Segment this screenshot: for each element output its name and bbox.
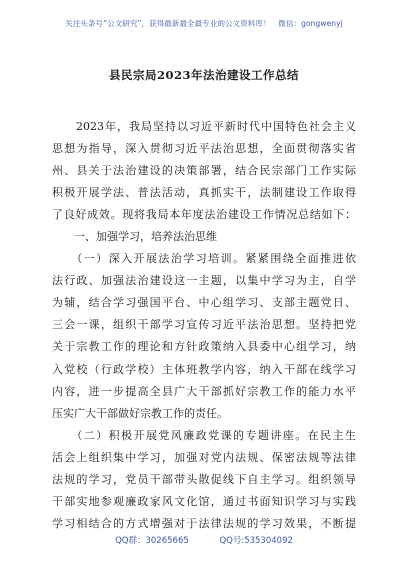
- body-line: （一）深入开展法治学习培训。紧紧围绕全面推进依: [52, 252, 356, 266]
- section-heading: 一、加强学习，培养法治思维: [52, 230, 217, 244]
- body-line: 活会上组织集中学习，加强对党内法规、保密法规等法律: [52, 450, 356, 464]
- body-line: 干部实地参观廉政家风文化馆，通过书面知识学习与实践: [52, 494, 356, 508]
- body-line: 压实广大干部做好宗教工作的责任。: [52, 406, 228, 420]
- body-line: 积极开展学法、普法活动，真抓实干，法制建设工作取得: [52, 186, 356, 200]
- body-line: （二）积极开展党风廉政党课的专题讲座。在民主生: [52, 428, 356, 442]
- body-line: 2023年，我局坚持以习近平新时代中国特色社会主义: [52, 120, 356, 133]
- body-line: 为辅，结合学习强国平台、中心组学习、支部主题党日、: [52, 296, 356, 310]
- body-line: 了良好成效。现将我局本年度法治建设工作情况总结如下：: [52, 208, 356, 222]
- qq-group: QQ群：30265665: [115, 536, 189, 546]
- header-banner: 关注头条号“公文研究”，获得最新最全最专业的公文资料库！ 微信：gongwenyj: [65, 19, 343, 28]
- body-line: 州、县关于法治建设的决策部署，结合民宗部门工作实际: [52, 164, 356, 178]
- document-body: [52, 116, 356, 535]
- qq-number: QQ号:535304092: [219, 536, 293, 546]
- body-line: 思想为指导，深入贯彻习近平法治思想，全面贯彻落实省: [52, 142, 356, 156]
- footer-contact: [0, 534, 408, 546]
- body-line: 法行政、加强法治建设这一主题，以集中学习为主，自学: [52, 274, 356, 288]
- body-line: 三会一课，组织干部学习宣传习近平法治思想。坚持把党: [52, 318, 356, 332]
- document-title: 县民宗局2023年法治建设工作总结: [108, 68, 299, 82]
- body-line: 入党校（行政学校）主体班教学内容，纳入干部在线学习: [52, 362, 356, 376]
- body-line: 法规的学习，党员干部带头散促线下自主学习。组织领导: [52, 472, 356, 486]
- body-line: 关于宗教工作的理论和方针政策纳入县委中心组学习，纳: [52, 340, 356, 354]
- body-line: 学习相结合的方式增强对于法律法规的学习效果，不断提: [52, 516, 356, 530]
- body-line: 内容，进一步提高全县广大干部抓好宗教工作的能力水平: [52, 384, 356, 398]
